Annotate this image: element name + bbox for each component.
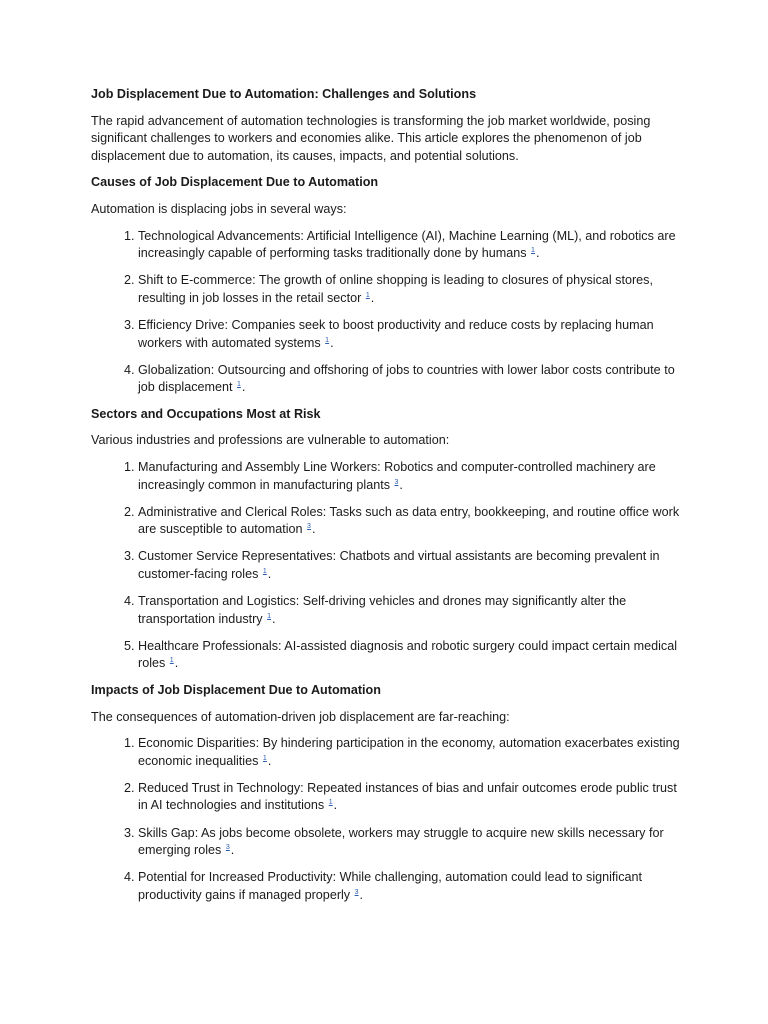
citation-link[interactable]: 1 <box>262 754 267 762</box>
citation-link[interactable]: 3 <box>354 888 359 896</box>
citation-link[interactable]: 1 <box>328 799 333 807</box>
list-item: 1. Economic Disparities: By hindering participation in the economy, automation exacerbates existing economic inequalities $^1$. <box>138 735 681 770</box>
list-item: 1. Technological Advancements: Artificial Intelligence (AI), Machine Learning (ML), and robotics are increasingly capable of performing tasks traditionally done by humans $^1$. <box>138 228 681 263</box>
list-item-text: Efficiency Drive: Companies seek to boost productivity and reduce costs by replacing human workers with automated systems <box>138 317 654 350</box>
list-item: 1. Manufacturing and Assembly Line Workers: Robotics and computer-controlled machinery are increasingly common in manufacturing plants $^3$. <box>138 459 681 494</box>
list-item: 5. Healthcare Professionals: AI-assisted diagnosis and robotic surgery could impact certain medical roles $^1$. <box>138 638 681 673</box>
numbered-list <box>91 735 681 904</box>
list-item-text: Reduced Trust in Technology: Repeated instances of bias and unfair outcomes erode public trust in AI technologies and institutions <box>138 780 677 813</box>
numbered-list <box>91 459 681 673</box>
list-item: 2. Reduced Trust in Technology: Repeated instances of bias and unfair outcomes erode public trust in AI technologies and institutions $^1$. <box>138 780 681 815</box>
list-item-text: Administrative and Clerical Roles: Tasks such as data entry, bookkeeping, and routine office work are susceptible to automation <box>138 504 680 537</box>
list-item: 4. Transportation and Logistics: Self-driving vehicles and drones may significantly alter the transportation industry $^1$. <box>138 593 681 628</box>
list-item-text: Healthcare Professionals: AI-assisted diagnosis and robotic surgery could impact certain medical roles <box>138 638 677 671</box>
list-item: 2. Administrative and Clerical Roles: Tasks such as data entry, bookkeeping, and routine office work are susceptible to automation $^3$. <box>138 504 681 539</box>
section-heading: Sectors and Occupations Most at Risk <box>91 406 321 421</box>
citation-link[interactable]: 3 <box>394 478 399 486</box>
list-item-text: Shift to E-commerce: The growth of online shopping is leading to closures of physical stores, resulting in job losses in the retail sector <box>138 273 653 305</box>
citation-link[interactable]: 3 <box>307 523 311 531</box>
citation-link[interactable]: 1 <box>325 336 330 344</box>
list-item: 4. Potential for Increased Productivity: While challenging, automation could lead to significant productivity gains if managed properly $^3$. <box>138 869 681 904</box>
list-item: 2. Shift to E-commerce: The growth of online shopping is leading to closures of physical stores, resulting in job losses in the retail sector $^1$. <box>138 272 681 307</box>
section-heading: Causes of Job Displacement Due to Automation <box>91 175 379 190</box>
citation-link[interactable]: 1 <box>365 291 370 299</box>
numbered-list <box>91 228 681 397</box>
section-lead: Automation is displacing jobs in several ways: <box>91 201 347 216</box>
list-item: 3. Customer Service Representatives: Chatbots and virtual assistants are becoming prevalent in customer-facing roles $^1$. <box>138 548 681 583</box>
list-item: 3. Skills Gap: As jobs become obsolete, workers may struggle to acquire new skills necessary for emerging roles $^3$. <box>138 825 681 860</box>
section-lead: Various industries and professions are vulnerable to automation: <box>91 433 450 448</box>
article-title: Job Displacement Due to Automation: Challenges and Solutions <box>91 87 477 101</box>
citation-link[interactable]: 1 <box>531 247 535 255</box>
document-page <box>91 86 681 913</box>
citation-link[interactable]: 1 <box>237 381 241 389</box>
list-item-text: Potential for Increased Productivity: While challenging, automation could lead to significant productivity gains if managed properly <box>138 870 643 902</box>
list-item-text: Technological Advancements: Artificial Intelligence (AI), Machine Learning (ML), and robotics are increasingly capable of performing tasks traditionally done by humans <box>138 228 676 261</box>
article-intro: The rapid advancement of automation technologies is transforming the job market worldwide, posing significant challenges to workers and economies alike. This article explores the phenomenon of job displacement due to automation, its causes, impacts, and potential solutions. <box>91 113 651 163</box>
section-heading: Impacts of Job Displacement Due to Automation <box>91 682 381 697</box>
list-item-text: Skills Gap: As jobs become obsolete, workers may struggle to acquire new skills necessary for emerging roles <box>138 825 664 858</box>
citation-link[interactable]: 1 <box>169 657 174 665</box>
list-item-text: Economic Disparities: By hindering participation in the economy, automation exacerbates existing economic inequalities <box>138 736 680 768</box>
list-item-text: Manufacturing and Assembly Line Workers: Robotics and computer-controlled machinery are increasingly common in manufacturing plants <box>138 460 656 492</box>
list-item: 3. Efficiency Drive: Companies seek to boost productivity and reduce costs by replacing human workers with automated systems $^1$. <box>138 317 681 352</box>
citation-link[interactable]: 3 <box>225 844 230 852</box>
list-item-text: Customer Service Representatives: Chatbots and virtual assistants are becoming prevalent in customer-facing roles <box>138 549 660 581</box>
citation-link[interactable]: 1 <box>262 567 267 575</box>
list-item: 4. Globalization: Outsourcing and offshoring of jobs to countries with lower labor costs contribute to job displacement $^1$. <box>138 362 681 397</box>
section-lead: The consequences of automation-driven job displacement are far-reaching: <box>91 709 510 724</box>
list-item-text: Globalization: Outsourcing and offshoring of jobs to countries with lower labor costs contribute to job displacement <box>138 362 675 395</box>
citation-link[interactable]: 1 <box>267 612 272 620</box>
list-item-text: Transportation and Logistics: Self-driving vehicles and drones may significantly alter the transportation industry <box>138 594 627 626</box>
